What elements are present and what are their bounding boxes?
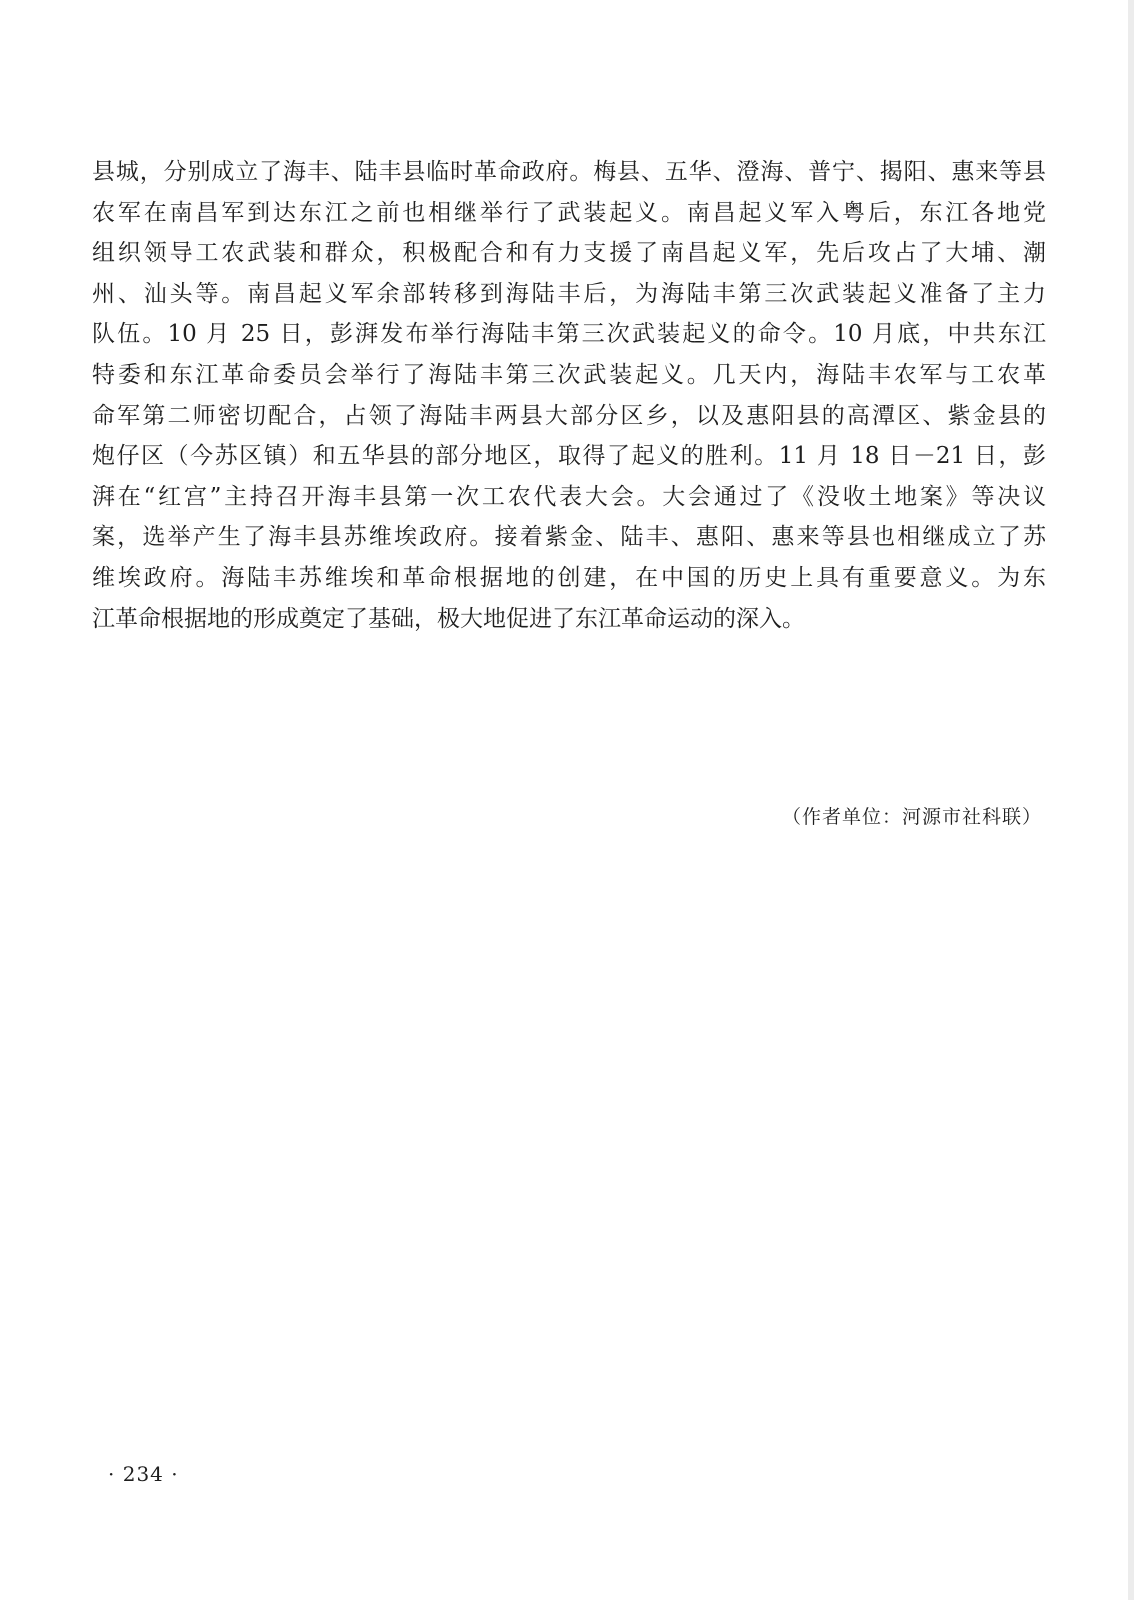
scan-edge-shadow [1128,0,1134,1600]
body-line: 组织领导工农武装和群众，积极配合和有力支援了南昌起义军，先后攻占了大埔、潮 [92,240,1046,267]
body-line: 炮仔区（今苏区镇）和五华县的部分地区，取得了起义的胜利。11 月 18 日－21 日，彭 [92,443,1046,470]
body-line: 特委和东江革命委员会举行了海陆丰第三次武装起义。几天内，海陆丰农军与工农革 [92,361,1046,388]
body-line: 维埃政府。海陆丰苏维埃和革命根据地的创建，在中国的历史上具有重要意义。为东 [92,564,1046,591]
author-affiliation: （作者单位：河源市社科联） [781,806,1042,828]
body-line: 县城，分别成立了海丰、陆丰县临时革命政府。梅县、五华、澄海、普宁、揭阳、惠来等县 [92,159,1046,185]
body-line: 案，选举产生了海丰县苏维埃政府。接着紫金、陆丰、惠阳、惠来等县也相继成立了苏 [92,524,1046,551]
body-line: 命军第二师密切配合，占领了海陆丰两县大部分区乡，以及惠阳县的高潭区、紫金县的 [92,402,1046,429]
body-line-last: 江革命根据地的形成奠定了基础，极大地促进了东江革命运动的深入。 [92,605,805,632]
body-line: 队伍。10 月 25 日，彭湃发布举行海陆丰第三次武装起义的命令。10 月底，中共东江 [92,321,1046,348]
body-line: 农军在南昌军到达东江之前也相继举行了武装起义。南昌起义军入粤后，东江各地党 [92,199,1046,226]
page-number: · 234 · [108,1462,179,1486]
body-text [92,152,1046,639]
body-line: 湃在“红宫”主持召开海丰县第一次工农代表大会。大会通过了《没收土地案》等决议 [92,483,1046,510]
body-line: 州、汕头等。南昌起义军余部转移到海陆丰后，为海陆丰第三次武装起义准备了主力 [92,280,1046,307]
